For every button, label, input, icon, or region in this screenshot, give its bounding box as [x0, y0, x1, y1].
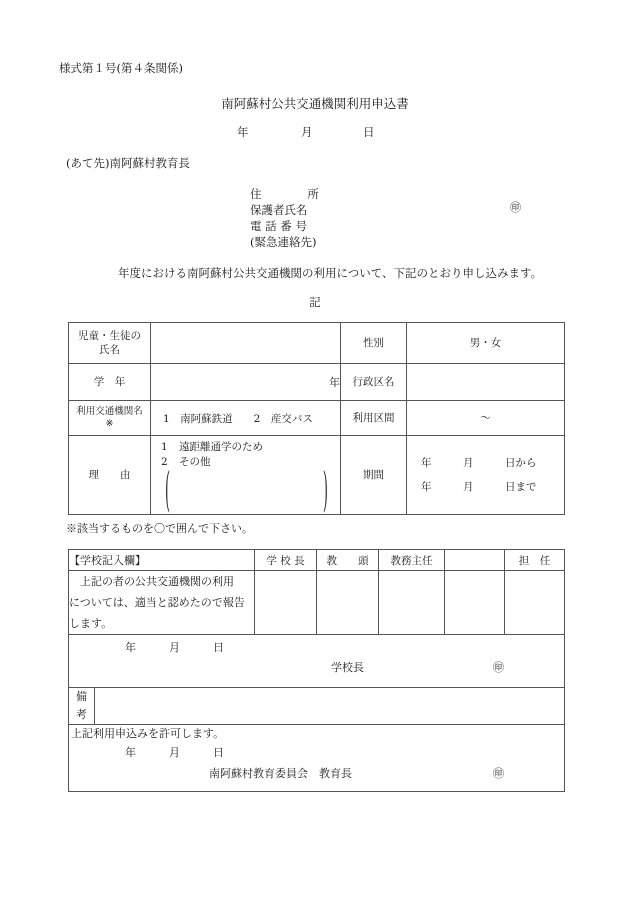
applicant-table — [68, 322, 565, 520]
stamp-box-homeroom[interactable] — [505, 571, 565, 635]
student-name-value-cell[interactable] — [151, 323, 341, 364]
stamp-box-blank[interactable] — [445, 571, 505, 635]
school-date-year: 年 — [125, 641, 136, 654]
period-from-year: 年 — [421, 457, 432, 469]
header-date-month: 月 — [301, 125, 313, 139]
approval-date-month: 月 — [169, 746, 180, 759]
signature-col-vice-principal: 教 頭 — [317, 550, 379, 571]
student-name-label-cell — [69, 323, 151, 364]
applicant-guardian-name-label: 保護者氏名 — [250, 203, 308, 217]
approval-cell — [69, 725, 565, 792]
approval-date-line — [69, 741, 564, 760]
table-row-remarks — [69, 688, 565, 725]
remarks-value-cell[interactable] — [95, 688, 565, 725]
period-from-month: 月 — [463, 457, 474, 469]
approval-signature-line — [69, 760, 564, 782]
route-value-cell[interactable]: 〜 — [407, 401, 565, 436]
applicant-phone-label: 電 話 番 号 — [250, 219, 307, 233]
applicant-emergency-contact-label: (緊急連絡先) — [250, 235, 317, 249]
school-approval-table — [68, 549, 565, 792]
stamp-box-head-teacher[interactable] — [379, 571, 445, 635]
principal-signature-line — [69, 655, 564, 685]
signature-col-principal: 学 校 長 — [255, 550, 317, 571]
grade-label-cell: 学 年 — [69, 364, 151, 401]
period-from-line — [407, 451, 564, 475]
remarks-label-line1: 備 — [76, 690, 87, 703]
principal-seal-icon: ㊞ — [493, 661, 504, 674]
intro-text: 年度における南阿蘇村公共交通機関の利用について、下記のとおり申し込みます。 — [118, 266, 543, 280]
period-to-day: 日まで — [505, 481, 537, 493]
school-statement-line3: します。 — [69, 617, 113, 630]
approval-date-year: 年 — [125, 746, 136, 759]
table-row-school-signature — [69, 635, 565, 688]
circle-instruction-note: ※該当するものを〇で囲んで下さい。 — [66, 522, 253, 535]
table-row-transport — [69, 401, 565, 436]
reason-option1-number: 1 — [161, 441, 168, 453]
table-row-student-name — [69, 323, 565, 364]
stamp-box-vice-principal[interactable] — [317, 571, 379, 635]
addressee: (あて先)南阿蘇村教育長 — [66, 156, 190, 170]
reason-freetext-parentheses[interactable] — [165, 466, 328, 520]
school-statement-cell — [69, 571, 255, 635]
remarks-label-cell — [69, 688, 95, 725]
transport-label-cell — [69, 401, 151, 436]
period-to-year: 年 — [421, 481, 432, 493]
header-date-line — [0, 124, 630, 140]
period-label-cell: 期間 — [341, 436, 407, 515]
signature-col-head-teacher: 教務主任 — [379, 550, 445, 571]
period-from-day: 日から — [505, 457, 537, 469]
reason-option2-label: その他 — [179, 456, 211, 468]
approval-date-day: 日 — [213, 746, 224, 759]
header-date-day: 日 — [363, 125, 375, 139]
table-row-grade — [69, 364, 565, 401]
school-date-line — [69, 635, 564, 655]
period-to-month: 月 — [463, 481, 474, 493]
route-label-cell: 利用区間 — [341, 401, 407, 436]
transport-options-cell[interactable]: 1 南阿蘇鉄道 2 産交バス — [151, 401, 341, 436]
table-row-school-statement — [69, 571, 565, 635]
student-name-label-line1: 児童・生徒の — [78, 330, 141, 342]
approval-text: 上記利用申込みを許可します。 — [71, 727, 225, 740]
school-statement-line2: については、適当と認めたので報告 — [69, 596, 245, 609]
signature-col-blank — [445, 550, 505, 571]
header-date-year: 年 — [237, 125, 249, 139]
remarks-label-line2: 考 — [76, 708, 87, 721]
principal-label: 学校長 — [331, 661, 364, 674]
district-label-cell: 行政区名 — [341, 364, 407, 401]
table-row-reason — [69, 436, 565, 515]
reason-label-cell: 理 由 — [69, 436, 151, 515]
reason-option1-label: 遠距離通学のため — [179, 441, 263, 453]
document-title: 南阿蘇村公共交通機関利用申込書 — [221, 96, 409, 111]
paren-right-icon: ) — [322, 466, 328, 520]
ki-mark: 記 — [309, 295, 321, 309]
table-row-approval — [69, 725, 565, 792]
applicant-seal-icon: ㊞ — [510, 201, 521, 214]
approval-authority-label: 南阿蘇村教育委員会 教育長 — [209, 767, 352, 780]
transport-label-line2: ※ — [105, 418, 114, 429]
stamp-box-principal[interactable] — [255, 571, 317, 635]
signature-col-homeroom: 担 任 — [505, 550, 565, 571]
form-number: 様式第１号(第４条関係) — [59, 61, 183, 75]
approval-seal-icon: ㊞ — [493, 767, 504, 780]
applicant-fields — [250, 186, 319, 250]
school-signature-cell — [69, 635, 565, 688]
student-name-label-line2: 氏名 — [99, 344, 120, 356]
transport-label-line1: 利用交通機関名 — [76, 406, 143, 417]
table-row-school-heading — [69, 550, 565, 571]
reason-option2-number: 2 — [161, 456, 168, 468]
gender-label-cell: 性別 — [341, 323, 407, 364]
period-value-cell[interactable] — [407, 436, 565, 515]
school-statement-line1: 上記の者の公共交通機関の利用 — [80, 575, 234, 588]
paren-left-icon: ( — [165, 466, 171, 520]
period-to-line — [407, 475, 564, 499]
gender-value-cell[interactable]: 男・女 — [407, 323, 565, 364]
school-entry-section-title: 【学校記入欄】 — [69, 550, 255, 571]
school-date-month: 月 — [169, 641, 180, 654]
school-date-day: 日 — [213, 641, 224, 654]
reason-options-cell[interactable] — [151, 436, 341, 520]
grade-value-cell[interactable]: 年 — [151, 364, 341, 401]
applicant-address-label: 住 所 — [250, 187, 319, 201]
district-value-cell[interactable] — [407, 364, 565, 401]
